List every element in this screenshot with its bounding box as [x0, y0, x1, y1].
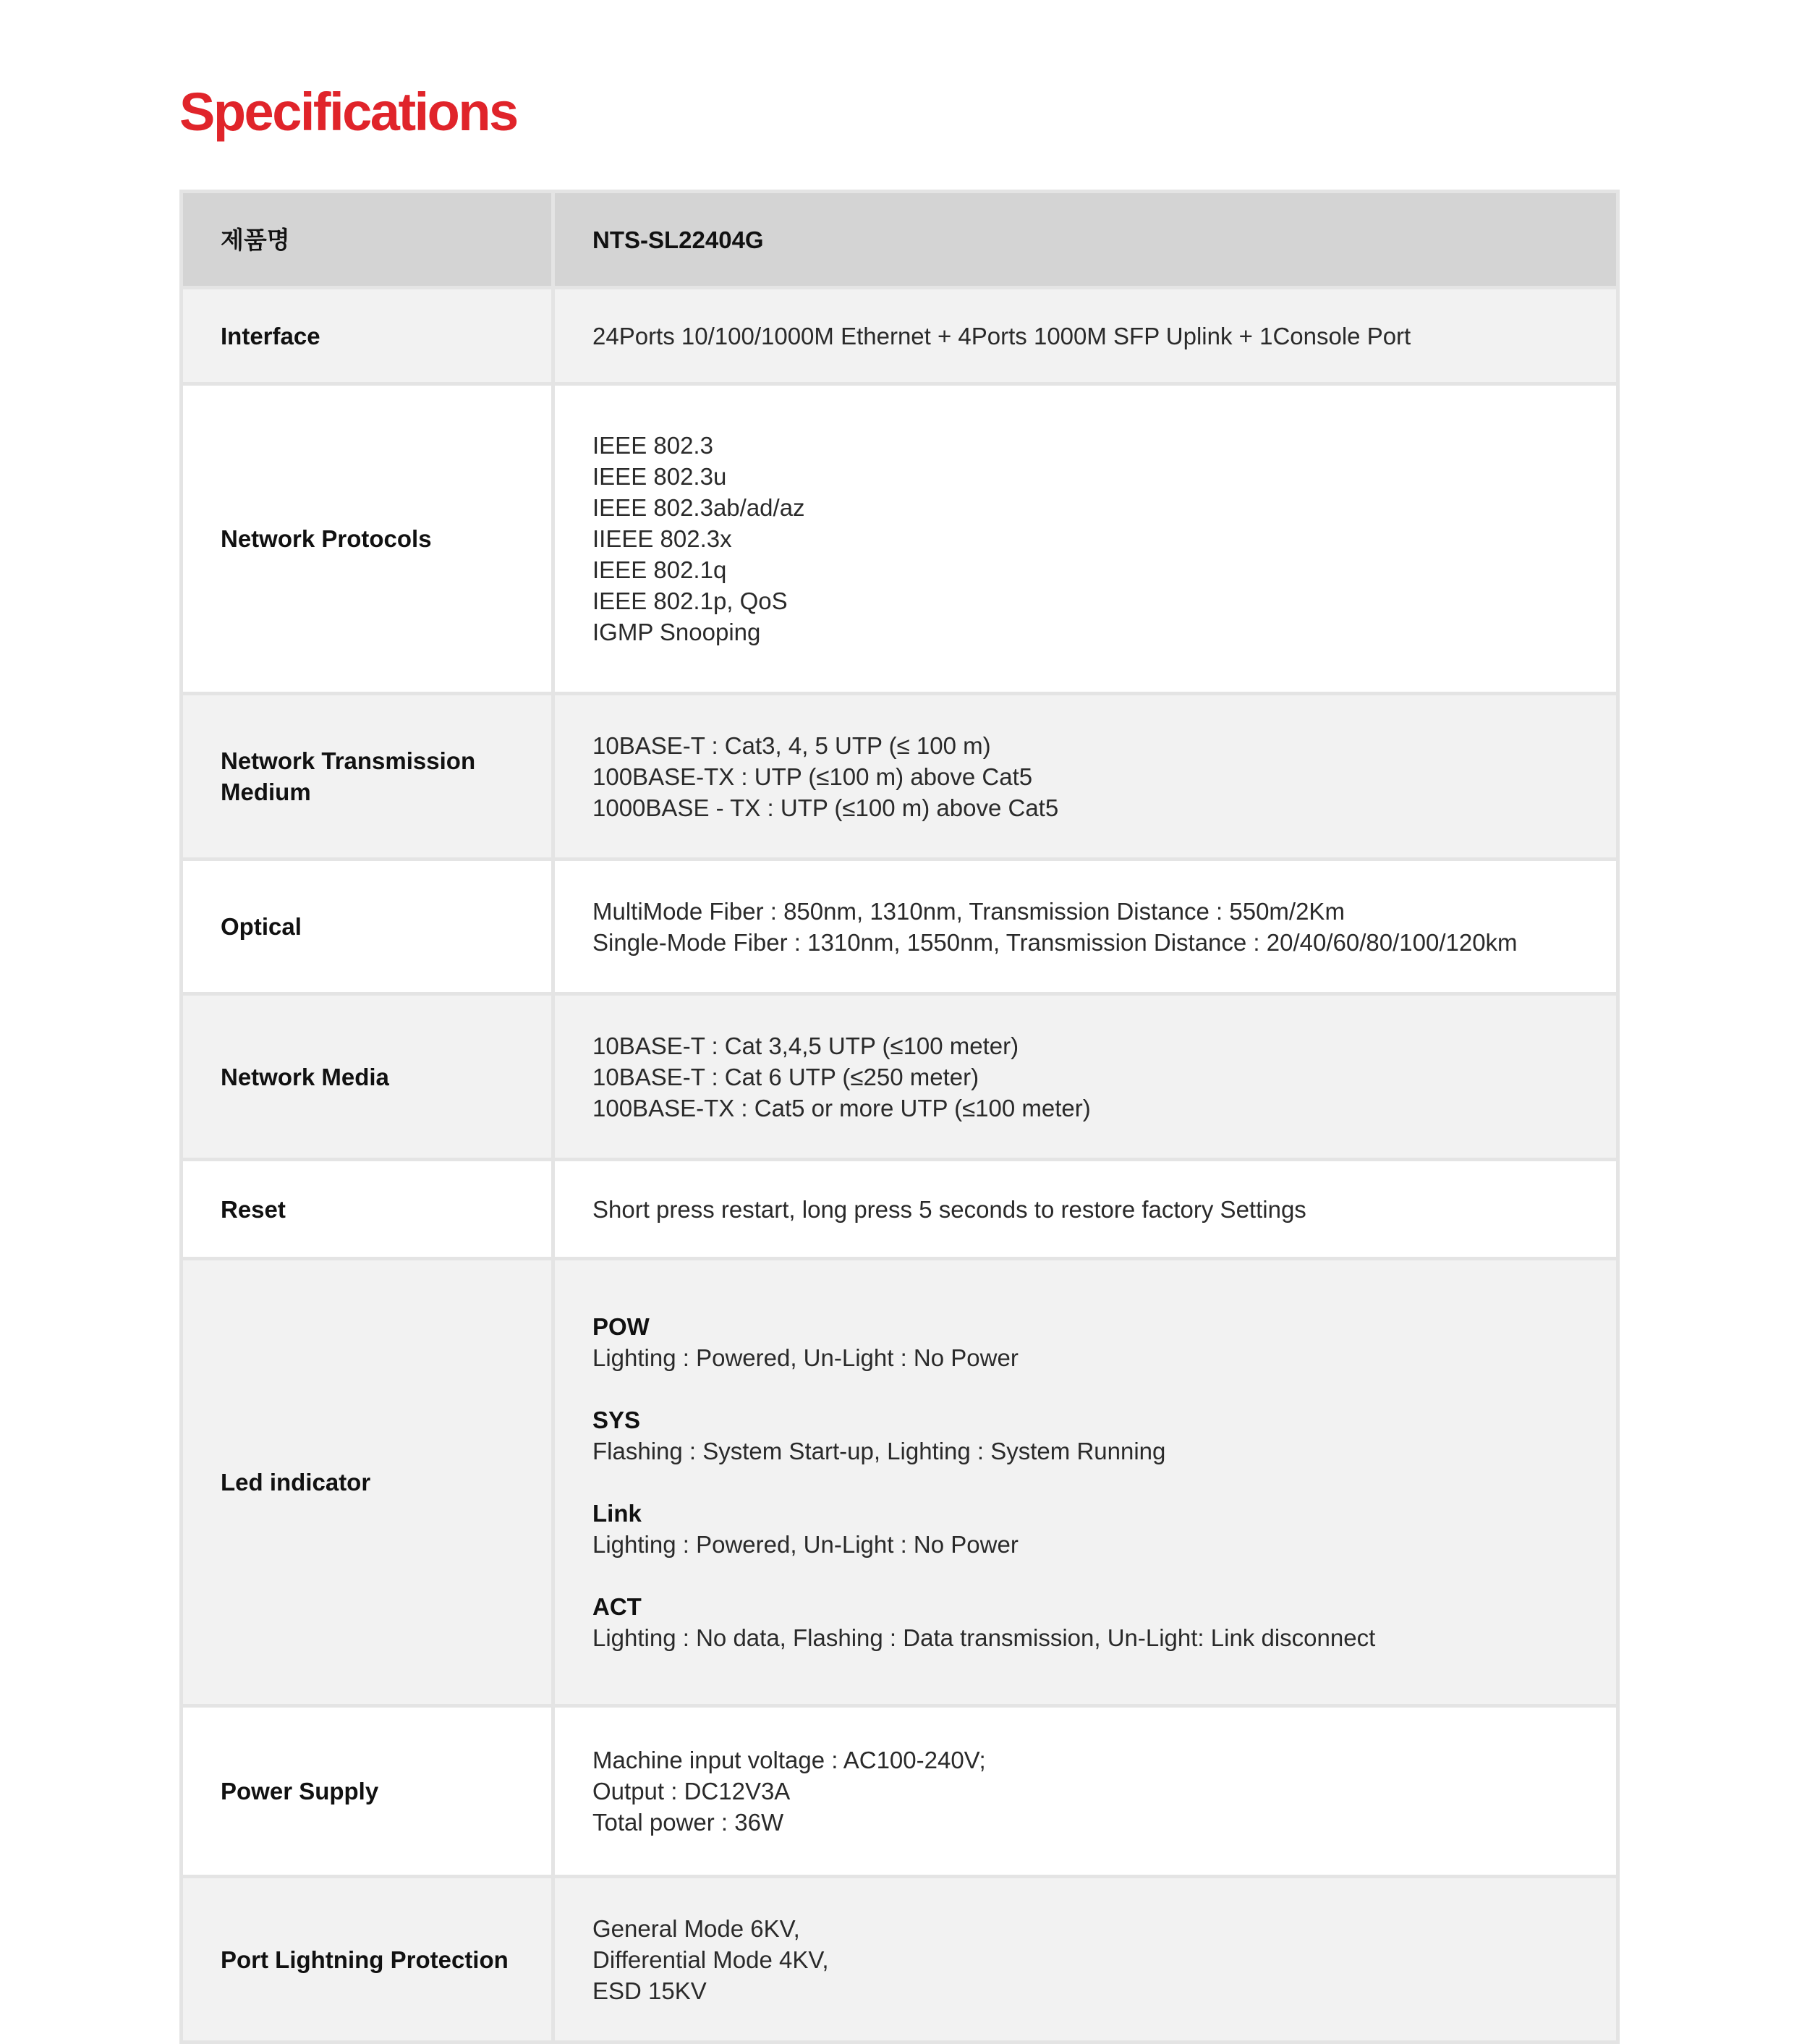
spec-line: IGMP Snooping — [592, 619, 761, 645]
spec-line: 100BASE-TX : UTP (≤100 m) above Cat5 — [592, 763, 1033, 790]
spec-line: 1000BASE - TX : UTP (≤100 m) above Cat5 — [592, 794, 1059, 821]
spec-value — [553, 1706, 1618, 1877]
spec-label: Interface — [182, 288, 553, 384]
spec-line: IIEEE 802.3x — [592, 525, 732, 552]
spec-label: Power Supply — [182, 1706, 553, 1877]
spec-value — [553, 860, 1618, 994]
spec-row-transmission-medium — [182, 694, 1618, 860]
spec-row-network-protocols — [182, 384, 1618, 694]
spec-line: IEEE 802.3u — [592, 463, 727, 490]
spec-value — [553, 1877, 1618, 2043]
spec-label: Network Media — [182, 994, 553, 1160]
product-model: NTS-SL22404G — [553, 192, 1618, 288]
spec-value — [553, 384, 1618, 694]
specifications-table — [179, 190, 1620, 2044]
spec-value: Short press restart, long press 5 seconds to restore factory Settings — [553, 1160, 1618, 1259]
spec-row-led-indicator — [182, 1259, 1618, 1706]
spec-label: Network Protocols — [182, 384, 553, 694]
spec-label: Optical — [182, 860, 553, 994]
spec-row-lightning-protection — [182, 1877, 1618, 2043]
spec-line: 100BASE-TX : Cat5 or more UTP (≤100 meter) — [592, 1094, 1091, 1121]
spec-row-optical — [182, 860, 1618, 994]
spec-line: Total power : 36W — [592, 1809, 784, 1836]
page-title: Specifications — [179, 82, 517, 142]
led-description: Lighting : Powered, Un-Light : No Power — [592, 1531, 1019, 1558]
spec-line: IEEE 802.3 — [592, 432, 713, 459]
spec-line: 10BASE-T : Cat 6 UTP (≤250 meter) — [592, 1063, 979, 1090]
spec-row-power-supply — [182, 1706, 1618, 1877]
spec-label: Led indicator — [182, 1259, 553, 1706]
spec-line: Machine input voltage : AC100-240V; — [592, 1747, 986, 1773]
spec-label — [182, 694, 553, 860]
led-description: Flashing : System Start-up, Lighting : System Running — [592, 1438, 1166, 1464]
spec-label: Port Lightning Protection — [182, 1877, 553, 2043]
led-description: Lighting : Powered, Un-Light : No Power — [592, 1344, 1019, 1371]
spec-line: General Mode 6KV, — [592, 1914, 800, 1942]
table-header-row — [182, 192, 1618, 288]
spec-value: 24Ports 10/100/1000M Ethernet + 4Ports 1000M SFP Uplink + 1Console Port — [553, 288, 1618, 384]
spec-line: IEEE 802.1q — [592, 556, 727, 583]
spec-line: MultiMode Fiber : 850nm, 1310nm, Transmission Distance : 550m/2Km — [592, 897, 1345, 925]
led-name: ACT — [592, 1593, 642, 1620]
spec-line: Single-Mode Fiber : 1310nm, 1550nm, Transmission Distance : 20/40/60/80/100/120km — [592, 928, 1518, 956]
led-name: SYS — [592, 1407, 641, 1433]
spec-line: IEEE 802.3ab/ad/az — [592, 494, 805, 521]
spec-line: Output : DC12V3A — [592, 1778, 791, 1805]
spec-line: 10BASE-T : Cat 3,4,5 UTP (≤100 meter) — [592, 1032, 1019, 1059]
led-name: POW — [592, 1313, 650, 1340]
spec-row-network-media — [182, 994, 1618, 1160]
spec-line: 10BASE-T : Cat3, 4, 5 UTP (≤ 100 m) — [592, 731, 991, 759]
spec-line: IEEE 802.1p, QoS — [592, 588, 788, 614]
spec-value — [553, 1259, 1618, 1706]
led-description: Lighting : No data, Flashing : Data transmission, Un-Light: Link disconnect — [592, 1624, 1376, 1651]
spec-line: ESD 15KV — [592, 1977, 707, 2004]
spec-row-reset — [182, 1160, 1618, 1259]
led-name: Link — [592, 1500, 642, 1527]
spec-line: Differential Mode 4KV, — [592, 1946, 829, 1973]
spec-value — [553, 694, 1618, 860]
spec-label-line: Network Transmission — [221, 747, 476, 774]
spec-row-interface — [182, 288, 1618, 384]
product-name-label: 제품명 — [182, 192, 553, 288]
spec-value — [553, 994, 1618, 1160]
spec-label-line: Medium — [221, 779, 311, 805]
spec-label: Reset — [182, 1160, 553, 1259]
